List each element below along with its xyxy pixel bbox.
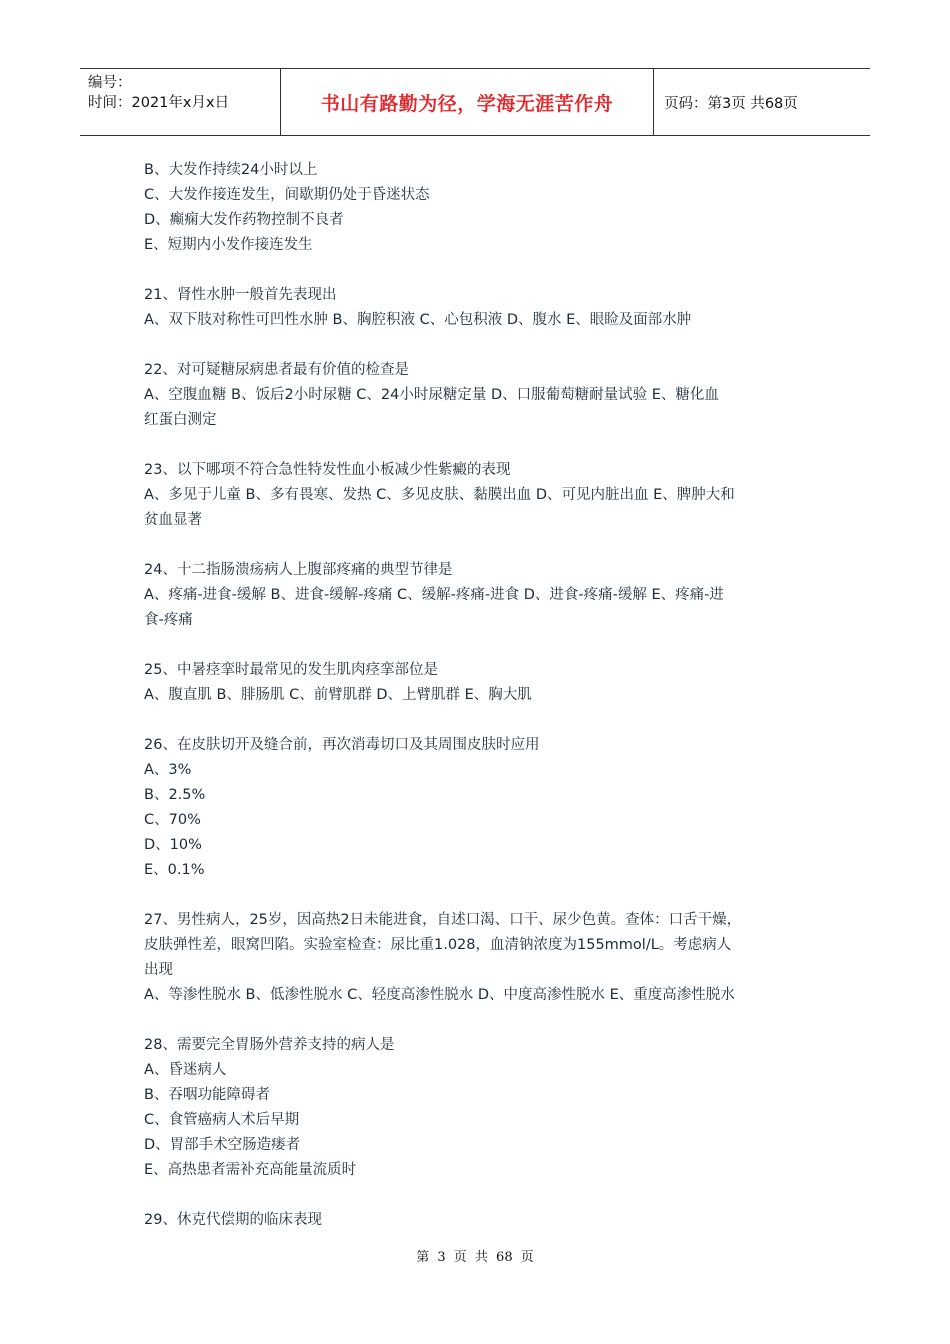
option-item: B、吞咽功能障碍者	[144, 1087, 270, 1103]
text-line	[144, 333, 814, 358]
text-line	[144, 533, 814, 558]
option-item: B、2.5%	[144, 787, 206, 803]
text-line: B、大发作持续24小时以上	[144, 162, 318, 178]
question-title: 28、需要完全胃肠外营养支持的病人是	[144, 1037, 395, 1053]
question-title: 25、中暑痉挛时最常见的发生肌肉痉挛部位是	[144, 662, 438, 678]
question-options: A、腹直肌 B、腓肠肌 C、前臂肌群 D、上臂肌群 E、胸大肌	[144, 687, 532, 703]
header-page-number: 页码：第3页 共68页	[664, 95, 798, 112]
question-title: 24、十二指肠溃疡病人上腹部疼痛的典型节律是	[144, 562, 453, 578]
page-header	[80, 68, 870, 136]
question-options: A、双下肢对称性可凹性水肿 B、胸腔积液 C、心包积液 D、腹水 E、眼睑及面部水肿	[144, 312, 692, 328]
text-line: E、短期内小发作接连发生	[144, 237, 313, 253]
option-item: D、胃部手术空肠造瘘者	[144, 1137, 301, 1153]
question-content	[144, 158, 814, 1233]
question-options: 食-疼痛	[144, 612, 193, 628]
option-item: C、70%	[144, 812, 201, 828]
text-line	[144, 633, 814, 658]
doc-time-label: 时间：2021年x月x日	[88, 95, 230, 111]
question-title: 27、男性病人，25岁，因高热2日未能进食，自述口渴、口干、尿少色黄。查体：口舌干燥，	[144, 912, 742, 928]
question-options: A、空腹血糖 B、饭后2小时尿糖 C、24小时尿糖定量 D、口服葡萄糖耐量试验 E、糖化血	[144, 387, 719, 403]
question-title: 26、在皮肤切开及缝合前，再次消毒切口及其周围皮肤时应用	[144, 737, 540, 753]
question-title: 29、休克代偿期的临床表现	[144, 1212, 322, 1228]
question-options: A、等渗性脱水 B、低渗性脱水 C、轻度高渗性脱水 D、中度高渗性脱水 E、重度高渗性脱水	[144, 987, 735, 1003]
question-title: 21、肾性水肿一般首先表现出	[144, 287, 337, 303]
header-motto: 书山有路勤为径，学海无涯苦作舟	[281, 69, 654, 135]
option-item: D、10%	[144, 837, 202, 853]
page-footer: 第 3 页 共 68 页	[416, 1250, 534, 1265]
question-options: 贫血显著	[144, 512, 202, 528]
option-item: E、高热患者需补充高能量流质时	[144, 1162, 357, 1178]
option-item: E、0.1%	[144, 862, 205, 878]
text-line	[144, 708, 814, 733]
question-title: 出现	[144, 962, 173, 978]
question-title: 22、对可疑糖尿病患者最有价值的检查是	[144, 362, 409, 378]
option-item: A、昏迷病人	[144, 1062, 227, 1078]
text-line	[144, 883, 814, 908]
doc-code-label: 编号：	[88, 75, 132, 91]
text-line	[144, 1008, 814, 1033]
text-line	[144, 433, 814, 458]
question-options: 红蛋白测定	[144, 412, 217, 428]
question-options: A、多见于儿童 B、多有畏寒、发热 C、多见皮肤、黏膜出血 D、可见内脏出血 E、脾肿大和	[144, 487, 735, 503]
header-meta	[80, 69, 281, 135]
text-line: C、大发作接连发生，间歇期仍处于昏迷状态	[144, 187, 430, 203]
text-line	[144, 258, 814, 283]
question-options: A、疼痛-进食-缓解 B、进食-缓解-疼痛 C、缓解-疼痛-进食 D、进食-疼痛-缓解 E、疼痛-进	[144, 587, 724, 603]
question-title: 23、以下哪项不符合急性特发性血小板减少性紫癜的表现	[144, 462, 511, 478]
text-line: D、癫痫大发作药物控制不良者	[144, 212, 344, 228]
text-line	[144, 1183, 814, 1208]
question-title: 皮肤弹性差，眼窝凹陷。实验室检查：尿比重1.028，血清钠浓度为155mmol/L。考虑病人	[144, 937, 732, 953]
option-item: C、食管癌病人术后早期	[144, 1112, 300, 1128]
option-item: A、3%	[144, 762, 192, 778]
